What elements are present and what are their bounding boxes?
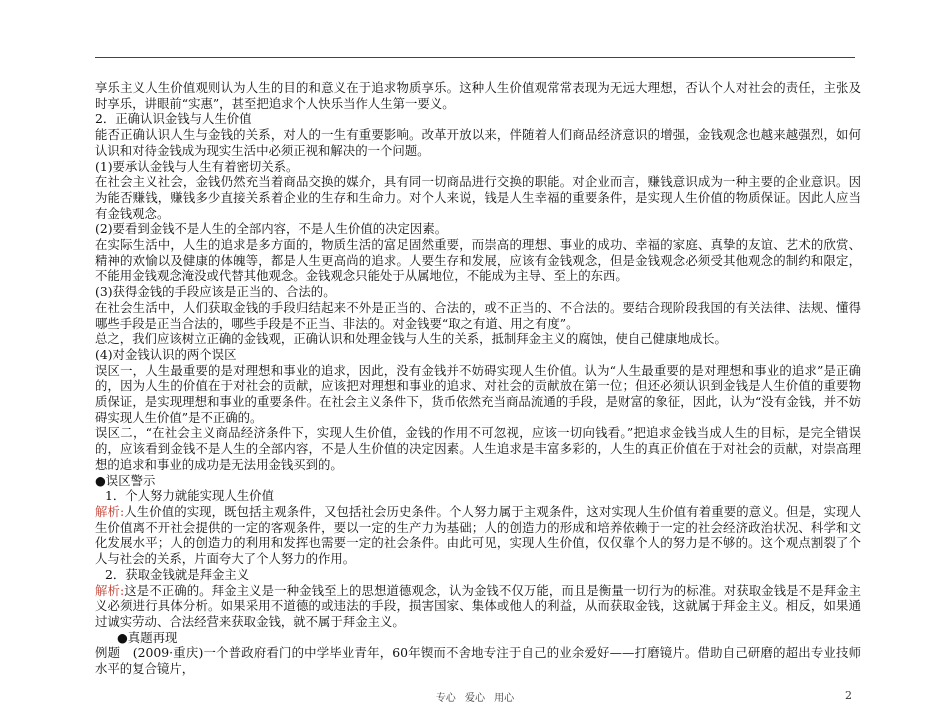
- warning-item-1-title: 1．个人努力就能实现人生价值: [105, 488, 274, 504]
- section-real-exam-title: ●真题再现: [117, 629, 178, 645]
- analysis-label: 解析:: [95, 582, 125, 598]
- paragraph-socialist-money: 在社会主义社会，金钱仍然充当着商品交换的媒介，具有同一切商品进行交换的职能。对企业而言，赚钱意识成为一种主要的企业意识。因为能否赚钱，赚钱多少直接关系着企业的生存和生命力。对个人来说，钱是人生幸福的重要条件，是实现人生价值的物质保证。因此人应当有金钱观念。: [95, 174, 861, 221]
- section-warning-title: ●误区警示: [95, 472, 156, 488]
- subheading-3: (3)获得金钱的手段应该是正当的、合法的。: [95, 284, 336, 300]
- paragraph-hedonism: 享乐主义人生价值观则认为人生的目的和意义在于追求物质享乐。这种人生价值观常常表现为无远大理想，否认个人对社会的责任，主张及时享乐，讲眼前“实惠”，甚至把追求个人快乐当作人生第一要义。: [95, 80, 861, 111]
- subheading-2: (2)要看到金钱不是人生的全部内容，不是人生价值的决定因素。: [95, 221, 448, 237]
- paragraph-life-pursuits: 在实际生活中，人生的追求是多方面的，物质生活的富足固然重要，而崇高的理想、事业的成功、幸福的家庭、真挚的友谊、艺术的欣赏、精神的欢愉以及健康的体魄等，都是人生更高尚的追求。人要生存和发展，应该有金钱观念，但是金钱观念必须受其他观念的制约和限定，不能用金钱观念淹没或代替其他观念。金钱观念只能处于从属地位，不能成为主导、至上的东西。: [95, 237, 861, 284]
- analysis-text: 这是不正确的。拜金主义是一种金钱至上的思想道德观念，认为金钱不仅万能，而且是衡量一切行为的标准。对获取金钱是不是拜金主义必须进行具体分析。如果采用不道德的或违法的手段，损害国家、集体或他人的利益，从而获取金钱，这就属于拜金主义。相反，如果通过诚实劳动、合法经营来获取金钱，就不属于拜金主义。: [95, 582, 861, 629]
- warning-item-2-analysis: [95, 583, 861, 630]
- document-body: [95, 80, 861, 677]
- analysis-text: 人生价值的实现，既包括主观条件，又包括社会历史条件。个人努力属于主观条件，这对实现人生价值有着重要的意义。但是，实现人生价值离不开社会提供的一定的客观条件，要以一定的生产力为基础；人的创造力的形成和培养依赖于一定的社会经济政治状况、科学和文化发展水平；人的创造力的利用和发挥也需要一定的社会条件。由此可见，实现人生价值，仅仅靠个人的努力是不够的。这个观点割裂了个人与社会的关系，片面夸大了个人努力的作用。: [95, 503, 861, 567]
- paragraph-money-relation: 能否正确认识人生与金钱的关系，对人的一生有重要影响。改革开放以来，伴随着人们商品经济意识的增强，金钱观念也越来越强烈，如何认识和对待金钱成为现实生活中必须正视和解决的一个问题。: [95, 127, 861, 158]
- heading-money-and-value: 2．正确认识金钱与人生价值: [95, 111, 252, 127]
- paragraph-summary: 总之，我们应该树立正确的金钱观，正确认识和处理金钱与人生的关系，抵制拜金主义的腐蚀，使自己健康地成长。: [95, 331, 727, 347]
- subheading-1: (1)要承认金钱与人生有着密切关系。: [95, 158, 299, 174]
- warning-item-2-title: 2．获取金钱就是拜金主义: [105, 566, 250, 582]
- subheading-4: (4)对金钱认识的两个误区: [95, 346, 237, 362]
- header-rule: [95, 57, 855, 58]
- paragraph-misconception-2: 误区二，“在社会主义商品经济条件下，实现人生价值，金钱的作用不可忽视，应该一切向钱看。”把追求金钱当成人生的目标，是完全错误的，应该看到金钱不是人生的全部内容，不是人生价值的决定因素。人生追求是丰富多彩的，人生的真正价值在于对社会的贡献，对崇高理想的追求和事业的成功是无法用金钱买到的。: [95, 425, 861, 472]
- warning-item-1-analysis: [95, 504, 861, 567]
- paragraph-legal-means: 在社会生活中，人们获取金钱的手段归结起来不外是正当的、合法的，或不正当的、不合法的。要结合现阶段我国的有关法律、法规、懂得哪些手段是正当合法的，哪些手段是不正当、非法的。对金钱要“取之有道、用之有度”。: [95, 299, 861, 331]
- analysis-label: 解析:: [95, 503, 125, 519]
- footer-motto: 专心 爱心 用心: [435, 693, 515, 704]
- paragraph-misconception-1: 误区一，人生最重要的是对理想和事业的追求，因此，没有金钱并不妨碍实现人生价值。认为“人生最重要的是对理想和事业的追求”是正确的，因为人生的价值在于对社会的贡献，应该把对理想和事业的追求、对社会的贡献放在第一位；但还必须认识到金钱是人生价值的重要物质保证，是实现理想和事业的重要条件。在社会主义条件下，货币依然充当商品流通的手段，是财富的象征，因此，认为“没有金钱，并不妨碍实现人生价值”是不正确的。: [95, 362, 861, 425]
- page-number: 2: [845, 689, 852, 702]
- example-question: 例题 (2009·重庆)一个普政府看门的中学毕业青年，60年锲而不舍地专注于自己的业余爱好——打磨镜片。借助自己研磨的超出专业技师水平的复合镜片，: [95, 645, 861, 677]
